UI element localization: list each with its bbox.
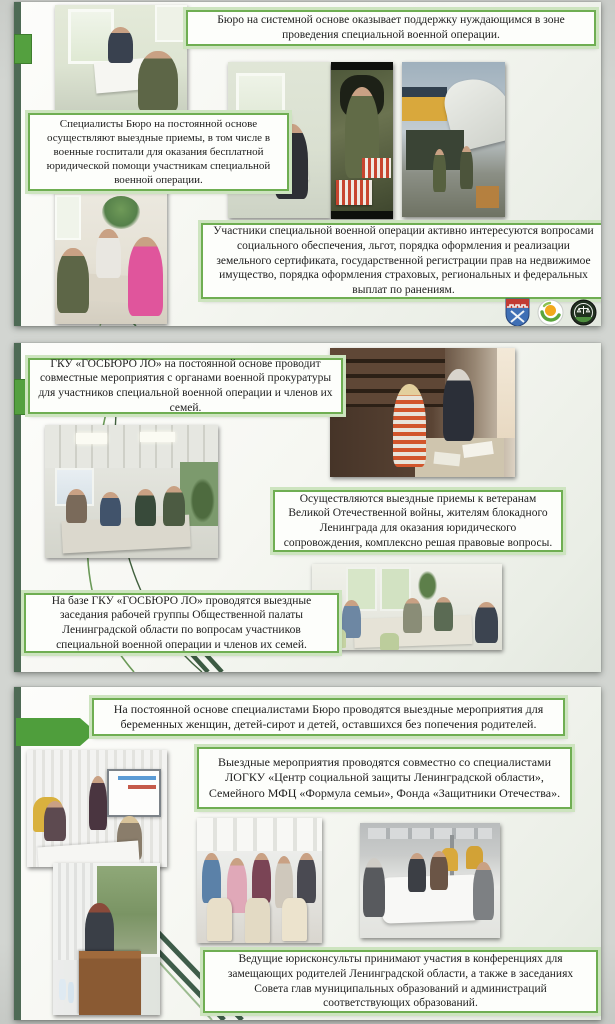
text: Ведущие юрисконсульты принимают участия в конференциях для замещающих родителей Ленинградской области, а также в заседаниях Совета глав муниципальных образований и администраций соответствующих образований. [227,953,574,1010]
green-arrow-marker [16,718,96,746]
text-box-conferences [203,950,598,1013]
photo-reception-visitors [55,188,167,324]
person-veteran [443,369,474,441]
person-attendee [252,853,271,903]
footer-logos [504,298,597,326]
text: На базе ГКУ «ГОСБЮРО ЛО» проводятся выездные заседания рабочей группы Общественной палаты Ленинградской области по вопросам участников специальной военной операции и членов их семей. [51,594,312,651]
text-box-joint-partners [197,747,572,809]
person-attendee [473,862,494,920]
cargo-box [476,186,499,208]
plant [102,196,140,229]
windows-band [197,818,322,851]
warehouse-building [402,87,447,121]
person-attendee [100,492,121,527]
water-bottle [68,982,74,1003]
text-box-svo-questions [201,223,601,299]
person-visitor-pink [128,237,163,316]
text: На постоянной основе специалистами Бюро проводятся выездные мероприятия для беременных женщин, детей-сирот и детей, оставшихся без попечения родителей. [113,701,544,731]
person-visitor-striped [393,384,426,467]
person-attendee [430,851,448,890]
plant [190,478,214,523]
beige-chair [282,898,307,941]
ceiling-light [140,432,175,443]
photo-veteran-home-visit [330,348,515,477]
text-box-outreach-children [92,698,565,736]
beige-chair [207,898,232,941]
person-elderly-man [363,858,385,918]
person-specialist [108,27,133,63]
water-bottle [59,979,65,1000]
slide-joint-events [14,343,601,672]
green-chair [380,633,399,650]
person-attendee [475,602,498,643]
text: ГКУ «ГОСБЮРО ЛО» на постоянной основе проводит совместные мероприятия с органами военной прокуратуры для участников специальной военной операции и членов их семей. [38,357,333,414]
person-speaker [85,903,114,958]
papers [433,451,460,465]
gosburo-lo-logo [570,298,597,326]
photo-humanitarian-truck [402,62,505,217]
social-protection-logo [537,298,564,326]
ceiling [368,828,491,840]
window [55,195,81,240]
person-serviceman [57,248,88,313]
photo-presentation-screen [27,750,167,867]
photo-council-white-table [360,823,500,938]
leningrad-oblast-coat-of-arms [504,298,531,326]
slide-content [128,785,156,789]
ceiling-light [76,433,107,444]
photo-meeting-room [45,425,218,558]
person-attendee [202,853,221,903]
text: Бюро на системной основе оказывает поддержку нуждающимся в зоне проведения специальной военной операции. [217,14,565,41]
text: Осуществляются выездные приемы к ветеранам Великой Отечественной войны, жителям блокадного Ленинграда для оказания юридического сопровождения, комплексно решая правовые вопросы. [283,492,553,549]
photo-conference-audience [197,818,322,943]
person-specialist [96,229,121,278]
person-officer [163,486,185,526]
letterbox-bar [331,62,393,70]
slide-content [118,776,156,781]
photo-speaker-podium [53,863,160,1015]
person-attendee [408,853,426,892]
text-box-hospital-visits [28,113,289,191]
person-presenter [89,776,107,830]
text: Выездные мероприятия проводятся совместно со специалистами ЛОГКУ «Центр социальной защиты Ленинградской области», Семейного МФЦ «Формула семьи», Фонда «Защитники Отечества». [208,754,561,800]
window [155,5,187,42]
green-square-marker [14,34,32,64]
text-box-public-chamber [24,593,339,653]
photo-roundtable-session [312,564,502,650]
person-attendee [403,598,422,632]
text-box-system-support [186,10,596,46]
wooden-podium [79,951,141,1015]
ceiling-grid [45,425,218,468]
person-attendee [66,489,87,524]
person-seated [44,801,66,841]
window [68,9,114,63]
letterbox-bar [331,211,393,219]
bright-window [497,348,516,438]
person-attendee [297,853,316,903]
person-loader [433,149,446,192]
bookshelves [330,348,445,407]
text: Специалисты Бюро на постоянной основе осуществляют выездные приемы, в том числе в военные госпитали для оказания бесплатной юридической помощи участникам специальной военной операции. [46,117,271,187]
slide-outreach-events [14,687,601,1020]
person-attendee [135,489,156,526]
text: Участники специальной военной операции активно интересуются вопросами социального обеспечения, льгот, порядка оформления и реализации земельного сертификата, государственной регистрации прав на недвижимое имущество, порядка оформления страховых, региональных и федеральных выплат по ранениям. [213,225,594,297]
photo-soldier-with-boxes [331,62,393,219]
text-box-military-prosecutor [28,358,343,414]
person-serviceman [138,51,178,112]
person-loader [460,146,473,189]
striped-gift-box [362,158,391,178]
person-attendee [434,597,453,631]
text-box-veteran-visits [273,490,563,552]
plant [418,571,437,600]
photo-office-consultation [55,5,187,115]
striped-gift-box [336,180,372,205]
beige-chair [245,898,270,943]
slide-svo-support [14,2,601,326]
